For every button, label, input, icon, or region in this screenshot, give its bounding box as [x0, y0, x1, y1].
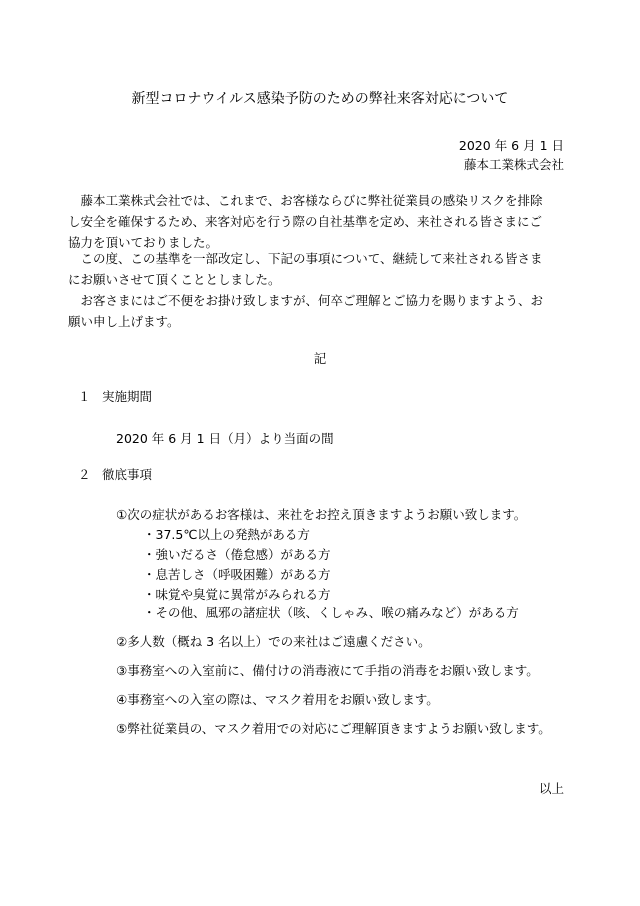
paragraph-line: お客さまにはご不便をお掛け致しますが、何卒ご理解とご協力を賜りますよう、お — [68, 293, 544, 308]
intro-paragraph-1 — [68, 190, 572, 253]
ki-heading: 記 — [313, 351, 327, 366]
document-title: 新型コロナウイルス感染予防のための弊社来客対応について — [131, 91, 509, 107]
symptom-item: ・息苦しさ（呼吸困難）がある方 — [143, 567, 331, 582]
intro-paragraph-3 — [68, 290, 572, 332]
rule-item-3: ③事務室への入室前に、備付けの消毒液にて手指の消毒をお願い致します。 — [116, 663, 539, 678]
symptom-item: ・37.5℃以上の発熱がある方 — [143, 527, 310, 542]
rule-item-1: ①次の症状があるお客様は、来社をお控え頂きますようお願い致します。 — [116, 507, 527, 522]
rule-item-4: ④事務室への入室の際は、マスク着用をお願い致します。 — [116, 692, 439, 707]
rule-item-5: ⑤弊社従業員の、マスク着用での対応にご理解頂きますようお願い致します。 — [116, 721, 551, 736]
section-2-number: ２ — [78, 467, 91, 482]
paragraph-line: 協力を頂いておりました。 — [68, 235, 219, 250]
paragraph-line: 願い申し上げます。 — [68, 314, 180, 329]
issue-date: 2020 年 6 月 1 日 — [458, 138, 564, 153]
symptom-item: ・その他、風邪の諸症状（咳、くしゃみ、喉の痛みなど）がある方 — [143, 605, 519, 620]
paragraph-line: にお願いさせて頂くこととしました。 — [68, 272, 281, 287]
rule-item-2: ②多人数（概ね 3 名以上）での来社はご遠慮ください。 — [116, 634, 431, 649]
symptom-item: ・強いだるさ（倦怠感）がある方 — [143, 547, 331, 562]
closing-mark: 以上 — [538, 781, 564, 796]
paragraph-line: し安全を確保するため、来客対応を行う際の自社基準を定め、来社される皆さまにご — [68, 214, 543, 229]
paragraph-line: この度、この基準を一部改定し、下記の事項について、継続して来社される皆さま — [68, 251, 543, 266]
intro-paragraph-2 — [68, 248, 572, 290]
paragraph-line: 藤本工業株式会社では、これまで、お客様ならびに弊社従業員の感染リスクを排除 — [68, 193, 543, 208]
implementation-period: 2020 年 6 月 1 日（月）より当面の間 — [116, 431, 334, 446]
section-1-number: １ — [78, 389, 91, 404]
symptom-item: ・味覚や臭覚に異常がみられる方 — [143, 587, 331, 602]
section-1-title: 実施期間 — [102, 389, 153, 404]
issuer-company: 藤本工業株式会社 — [463, 157, 564, 172]
section-2-title: 徹底事項 — [102, 467, 153, 482]
